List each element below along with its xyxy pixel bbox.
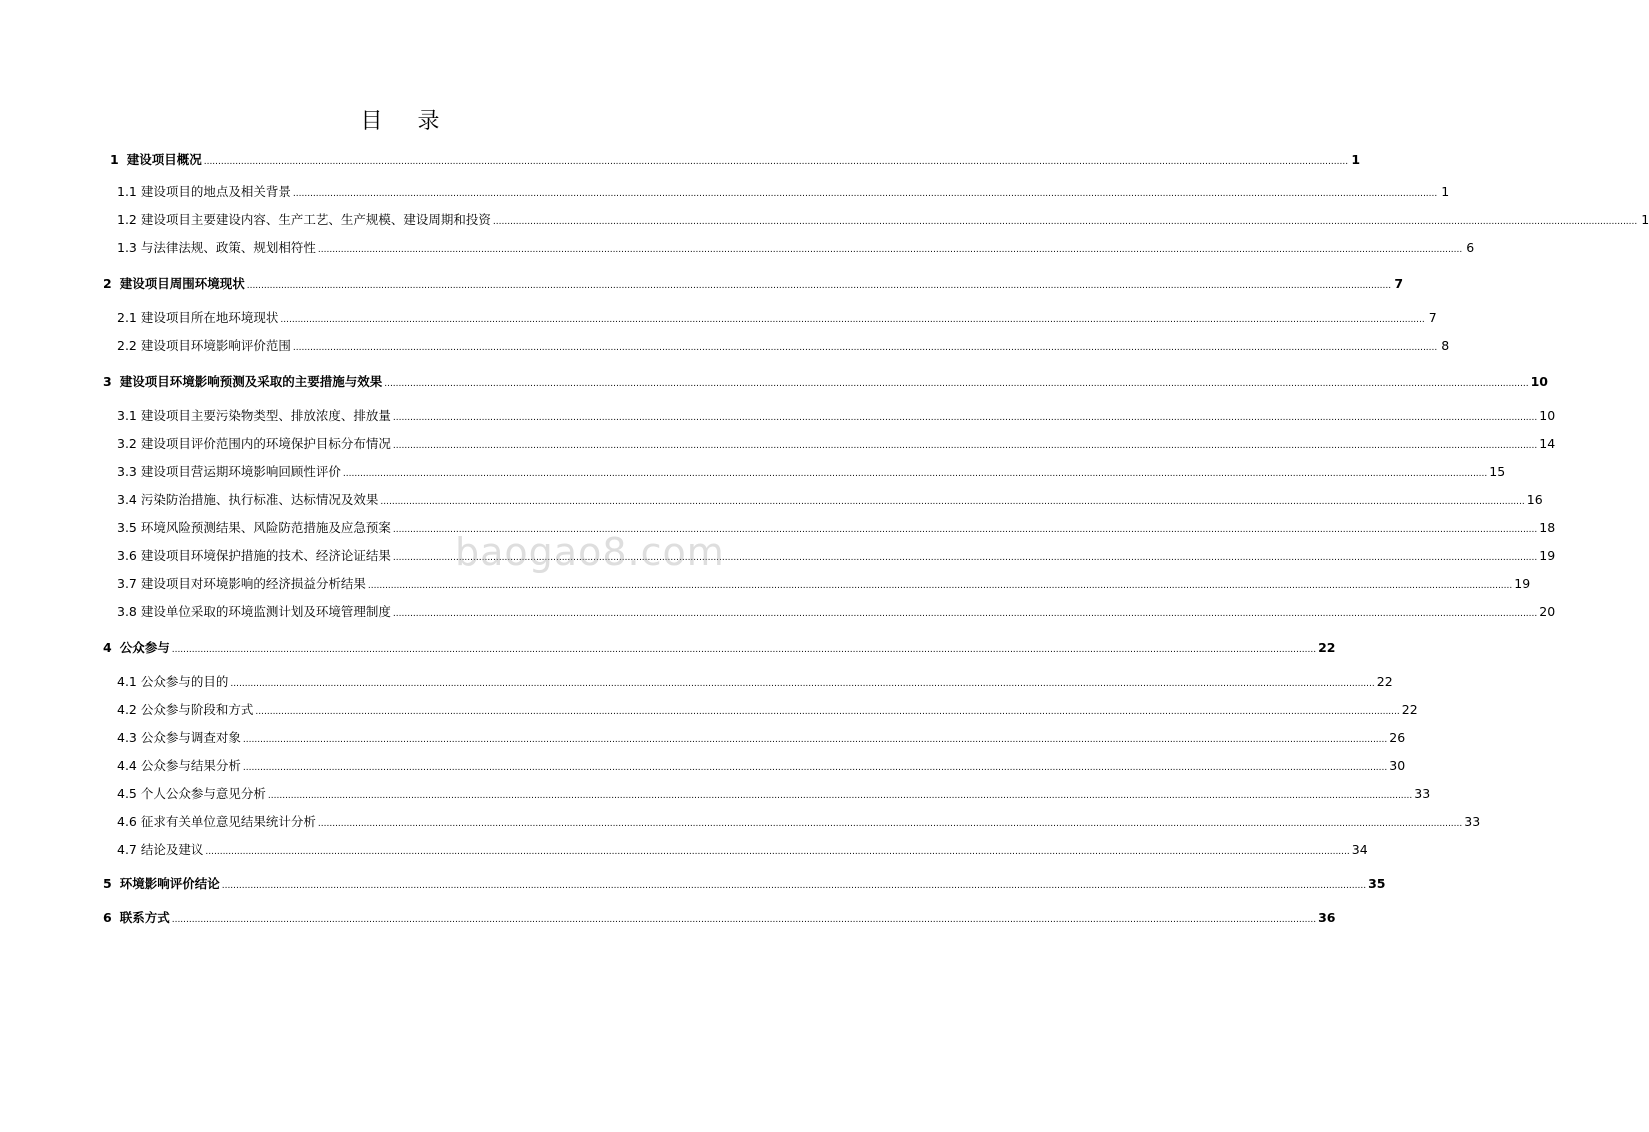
toc-entry[interactable] [117,572,1531,592]
toc-leader-dots: ................................................................................................................................................................................................................................................................................................................................................................................................................ [384,379,1529,389]
toc-entry-title: 建设项目的地点及相关背景 [140,184,291,199]
toc-entry-title: 建设项目所在地环境现状 [140,310,279,325]
toc-entry-title: 建设项目环境影响评价范围 [140,338,291,353]
toc-leader-dots: ................................................................................................................................................................................................................................................................................................................................................................................................................ [280,315,1425,325]
toc-entry-page: 18 [1539,520,1556,535]
toc-leader-dots: ................................................................................................................................................................................................................................................................................................................................................................................................................ [392,553,1538,563]
watermark: baogao8.com [455,530,725,574]
toc-leader-dots: ................................................................................................................................................................................................................................................................................................................................................................................................................ [230,679,1375,689]
toc-entry-page: 15 [1489,464,1506,479]
toc-entry-page: 19 [1539,548,1556,563]
toc-entry[interactable] [117,782,1431,802]
toc-leader-dots: ................................................................................................................................................................................................................................................................................................................................................................................................................ [392,525,1538,535]
toc-entry[interactable] [117,404,1556,424]
toc-entry[interactable] [117,180,1450,200]
toc-entry-number: 2.1 [117,310,137,325]
toc-leader-dots: ................................................................................................................................................................................................................................................................................................................................................................................................................ [242,735,1388,745]
toc-leader-dots: ................................................................................................................................................................................................................................................................................................................................................................................................................ [317,245,1463,255]
toc-entry-page: 1 [1351,152,1361,167]
toc-leader-dots: ................................................................................................................................................................................................................................................................................................................................................................................................................ [205,847,1350,857]
toc-entry-title: 环境风险预测结果、风险防范措施及应急预案 [140,520,391,535]
toc-entry[interactable] [117,600,1556,620]
toc-entry-number: 4.1 [117,674,137,689]
toc-entry-title: 建设项目主要污染物类型、排放浓度、排放量 [140,408,391,423]
toc-entry-title: 建设项目环境影响预测及采取的主要措施与效果 [119,374,383,389]
toc-entry-number: 2 [103,276,112,291]
toc-entry[interactable] [103,636,1336,656]
toc-entry[interactable] [117,754,1406,774]
toc-entry-title: 环境影响评价结论 [119,876,220,891]
toc-entry-title: 个人公众参与意见分析 [140,786,266,801]
toc-entry-title: 与法律法规、政策、规划相符性 [140,240,316,255]
toc-entry[interactable] [117,488,1543,508]
toc-entry-page: 1 [1641,212,1649,227]
toc-entry-title: 征求有关单位意见结果统计分析 [140,814,316,829]
toc-leader-dots: ................................................................................................................................................................................................................................................................................................................................................................................................................ [492,217,1638,227]
toc-entry-number: 3.4 [117,492,137,507]
toc-entry[interactable] [117,306,1437,326]
toc-leader-dots: ................................................................................................................................................................................................................................................................................................................................................................................................................ [292,189,1438,199]
toc-entry-title: 建设项目概况 [126,152,202,167]
toc-entry-number: 4 [103,640,112,655]
toc-entry-page: 1 [1441,184,1450,199]
toc-entry-page: 20 [1539,604,1556,619]
toc-entry-number: 2.2 [117,338,137,353]
toc-entry-title: 公众参与的目的 [140,674,229,689]
toc-entry-title: 建设项目周围环境现状 [119,276,245,291]
toc-entry[interactable] [117,810,1481,830]
toc-entry-number: 3.5 [117,520,137,535]
toc-entry-number: 3 [103,374,112,389]
toc-entry-page: 33 [1464,814,1481,829]
toc-leader-dots: ................................................................................................................................................................................................................................................................................................................................................................................................................ [203,157,1349,167]
toc-entry[interactable] [117,236,1475,256]
toc-entry[interactable] [117,208,1649,228]
toc-entry-title: 建设项目主要建设内容、生产工艺、生产规模、建设周期和投资 [140,212,491,227]
toc-entry-page: 10 [1530,374,1548,389]
toc-entry-title: 公众参与调查对象 [140,730,241,745]
toc-entry-number: 1.3 [117,240,137,255]
toc-entry[interactable] [110,148,1361,168]
toc-entry-number: 4.5 [117,786,137,801]
toc-entry-page: 7 [1394,276,1404,291]
toc-leader-dots: ................................................................................................................................................................................................................................................................................................................................................................................................................ [255,707,1400,717]
toc-entry-number: 4.7 [117,842,137,857]
toc-entry-page: 19 [1514,576,1531,591]
toc-leader-dots: ................................................................................................................................................................................................................................................................................................................................................................................................................ [392,441,1538,451]
toc-entry-number: 1.1 [117,184,137,199]
toc-entry[interactable] [117,432,1556,452]
toc-entry[interactable] [117,698,1418,718]
toc-entry-title: 公众参与阶段和方式 [140,702,254,717]
toc-entry-title: 联系方式 [119,910,170,925]
toc-entry-number: 5 [103,876,112,891]
toc-entry-title: 建设项目对环境影响的经济损益分析结果 [140,576,366,591]
toc-entry-page: 14 [1539,436,1556,451]
toc-entry-page: 35 [1368,876,1386,891]
toc-entry[interactable] [117,726,1406,746]
toc-entry[interactable] [103,272,1404,292]
toc-leader-dots: ................................................................................................................................................................................................................................................................................................................................................................................................................ [267,791,1413,801]
toc-entry-number: 1.2 [117,212,137,227]
toc-entry-page: 6 [1466,240,1475,255]
toc-entry-page: 22 [1376,674,1393,689]
toc-entry-page: 8 [1441,338,1450,353]
toc-entry-number: 1 [110,152,119,167]
toc-entry-number: 3.2 [117,436,137,451]
toc-leader-dots: ................................................................................................................................................................................................................................................................................................................................................................................................................ [221,881,1367,891]
toc-entry-number: 3.7 [117,576,137,591]
toc-entry[interactable] [103,872,1386,892]
toc-entry[interactable] [103,370,1548,390]
toc-entry-title: 污染防治措施、执行标准、达标情况及效果 [140,492,379,507]
toc-entry-number: 6 [103,910,112,925]
toc-entry-page: 34 [1351,842,1368,857]
toc-entry-page: 10 [1539,408,1556,423]
toc-entry-title: 结论及建议 [140,842,204,857]
toc-entry-title: 建设项目环境保护措施的技术、经济论证结果 [140,548,391,563]
toc-leader-dots: ................................................................................................................................................................................................................................................................................................................................................................................................................ [246,281,1392,291]
toc-leader-dots: ................................................................................................................................................................................................................................................................................................................................................................................................................ [292,343,1438,353]
toc-entry[interactable] [117,838,1368,858]
toc-entry-number: 4.3 [117,730,137,745]
toc-entry-page: 26 [1389,730,1406,745]
toc-entry-title: 公众参与 [119,640,170,655]
toc-leader-dots: ................................................................................................................................................................................................................................................................................................................................................................................................................ [171,645,1317,655]
toc-entry[interactable] [117,334,1450,354]
toc-entry-number: 3.3 [117,464,137,479]
toc-entry-number: 4.2 [117,702,137,717]
toc-entry[interactable] [117,670,1393,690]
toc-entry-page: 36 [1318,910,1336,925]
toc-entry-title: 公众参与结果分析 [140,758,241,773]
toc-title: 目 录 [360,109,454,134]
toc-entry-number: 3.8 [117,604,137,619]
toc-entry-page: 22 [1318,640,1336,655]
toc-entry[interactable] [103,906,1336,926]
toc-leader-dots: ................................................................................................................................................................................................................................................................................................................................................................................................................ [392,413,1538,423]
toc-entry-number: 4.6 [117,814,137,829]
toc-entry-page: 33 [1414,786,1431,801]
toc-entry-number: 4.4 [117,758,137,773]
toc-entry-page: 30 [1389,758,1406,773]
toc-leader-dots: ................................................................................................................................................................................................................................................................................................................................................................................................................ [342,469,1488,479]
toc-entry-page: 22 [1401,702,1418,717]
toc-leader-dots: ................................................................................................................................................................................................................................................................................................................................................................................................................ [380,497,1525,507]
toc-entry[interactable] [117,460,1506,480]
toc-leader-dots: ................................................................................................................................................................................................................................................................................................................................................................................................................ [367,581,1513,591]
toc-entry-title: 建设单位采取的环境监测计划及环境管理制度 [140,604,391,619]
toc-leader-dots: ................................................................................................................................................................................................................................................................................................................................................................................................................ [242,763,1388,773]
toc-leader-dots: ................................................................................................................................................................................................................................................................................................................................................................................................................ [317,819,1463,829]
toc-leader-dots: ................................................................................................................................................................................................................................................................................................................................................................................................................ [392,609,1538,619]
toc-entry-title: 建设项目评价范围内的环境保护目标分布情况 [140,436,391,451]
toc-leader-dots: ................................................................................................................................................................................................................................................................................................................................................................................................................ [171,915,1317,925]
toc-entry-title: 建设项目营运期环境影响回顾性评价 [140,464,341,479]
toc-entry-page: 7 [1428,310,1437,325]
toc-entry-page: 16 [1526,492,1543,507]
toc-entry-number: 3.6 [117,548,137,563]
toc-entry-number: 3.1 [117,408,137,423]
